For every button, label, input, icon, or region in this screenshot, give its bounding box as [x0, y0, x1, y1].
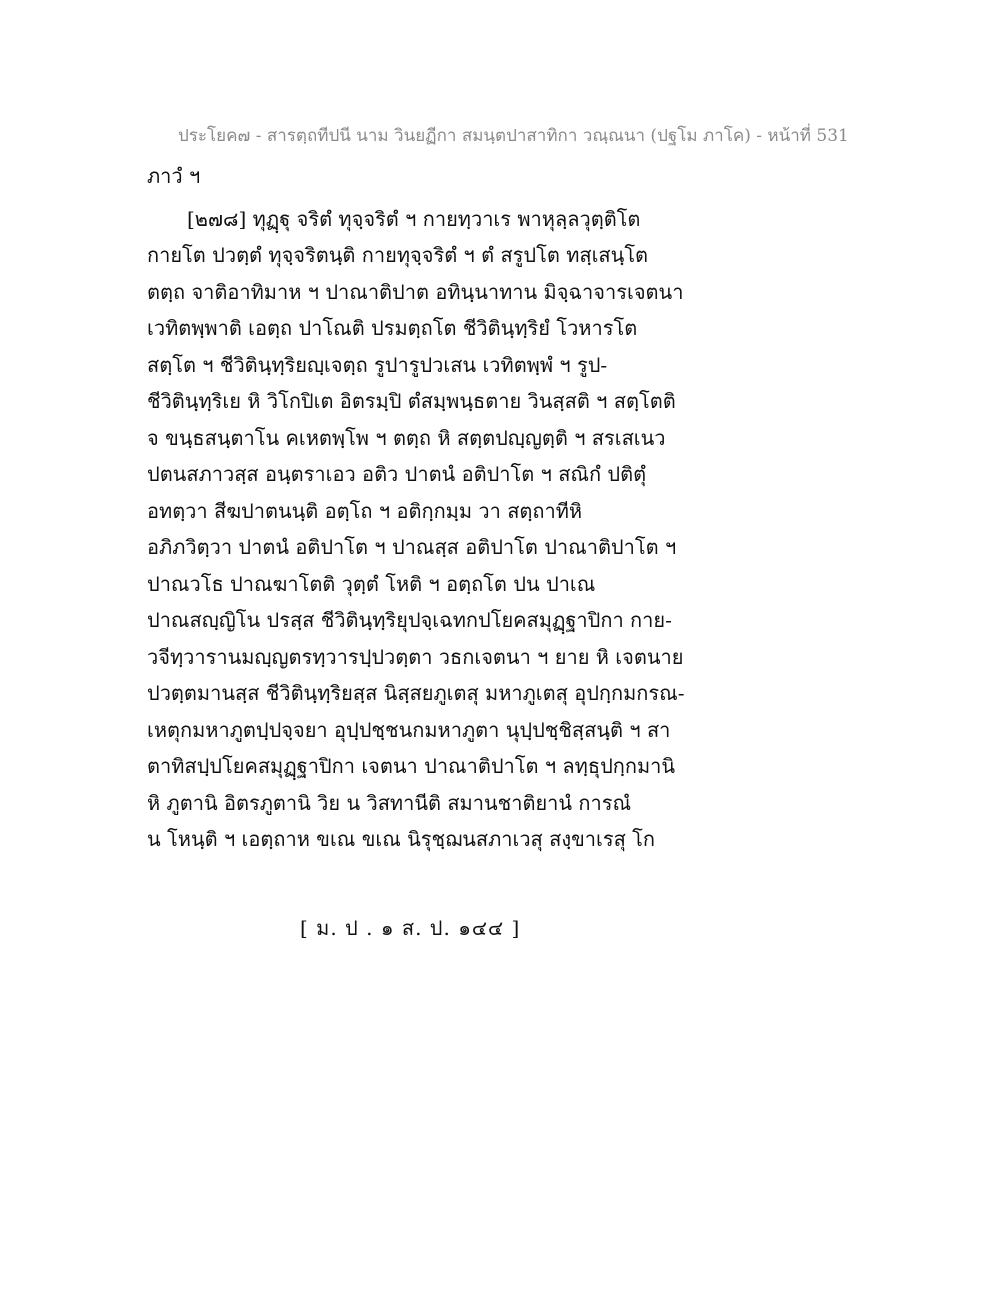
text-line: ปาณสญฺญิโน ปรสฺส ชีวิตินฺทฺริยุปจฺเฉทกปโยคสมุฏฺฐาปิกา กาย- — [147, 608, 672, 632]
text-line: จ ขนฺธสนฺตาโน คเหตพฺโพ ฯ ตตฺถ หิ สตฺตปญฺญตฺติ ฯ สรเสเนว — [147, 425, 666, 450]
text-line: [๒๗๘] ทุฏฺฐุ จริตํ ทุจฺจริตํ ฯ กายทฺวาเร พาหุลฺลวุตฺติโต — [187, 206, 641, 231]
text-line: เวทิตพฺพาติ เอตฺถ ปาโณติ ปรมตฺถโต ชีวิตินฺทฺริยํ โวหารโต — [147, 316, 638, 340]
text-line: สตฺโต ฯ ชีวิตินฺทฺริยญฺเจตฺถ รูปารูปวเสน เวทิตพฺพํ ฯ รูป- — [147, 352, 608, 377]
text-line: ปตนสภาวสฺส อนฺตราเอว อติว ปาตนํ อติปาโต ฯ สณิกํ ปติตุํ — [147, 462, 647, 486]
body-text — [147, 158, 707, 894]
text-line: หิ ภูตานิ อิตรภูตานิ วิย น วิสทานีติ สมานชาติยานํ การณํ — [147, 790, 632, 815]
text-line: ชีวิตินฺทฺริเย หิ วิโกปิเต อิตรมฺปิ ตํสมฺพนฺธตาย วินสฺสติ ฯ สตฺโตติ — [147, 389, 676, 413]
text-line: กายโต ปวตฺตํ ทุจฺจริตนฺติ กายทุจฺจริตํ ฯ ตํ สรูปโต ทสฺเสนฺโต — [147, 243, 649, 267]
text-line: ตาทิสปฺปโยคสมุฏฺฐาปิกา เจตนา ปาณาติปาโต ฯ ลทฺธุปกฺกมานิ — [147, 754, 676, 778]
text-line: อทตฺวา สีฆปาตนนฺติ อตฺโถ ฯ อติกฺกมฺม วา สตฺถาทีหิ — [147, 498, 583, 523]
text-line: ภาวํ ฯ — [147, 164, 201, 188]
text-line — [147, 858, 707, 895]
text-line: ตตฺถ จาติอาทิมาห ฯ ปาณาติปาต อทินฺนาทาน มิจฺฉาจารเจตนา — [147, 279, 684, 304]
text-line: ปาณวโธ ปาณฆาโตติ วุตฺตํ โหติ ฯ อตฺถโต ปน ปาเณ — [147, 571, 596, 596]
running-header: ประโยค๗ - สารตฺถทีปนี นาม วินยฏีกา สมนฺตปาสาทิกา วณฺณนา (ปฐโม ภาโค) - หน้าที่ 531 — [178, 126, 849, 146]
text-line: น โหนฺติ ฯ เอตฺถาห ขเณ ขเณ นิรุชฺฌนสภาเวสุ สงฺขาเรสุ โก — [147, 827, 655, 851]
text-line: วจีทฺวารานมญฺญตรทฺวารปฺปวตฺตา วธกเจตนา ฯ ยาย หิ เจตนาย — [147, 644, 684, 669]
text-line: ปวตฺตมานสฺส ชีวิตินฺทฺริยสฺส นิสฺสยภูเตสุ มหาภูเตสุ อุปกฺกมกรณ- — [147, 681, 685, 705]
page-reference: [ ม. ป . ๑ ส. ป. ๑๔๔ ] — [300, 916, 521, 940]
text-line: อภิภวิตฺวา ปาตนํ อติปาโต ฯ ปาณสฺส อติปาโต ปาณาติปาโต ฯ — [147, 535, 677, 559]
text-line: เหตุกมหาภูตปฺปจฺจยา อุปฺปชฺชนกมหาภูตา นุปฺปชฺชิสฺสนฺติ ฯ สา — [147, 717, 671, 742]
